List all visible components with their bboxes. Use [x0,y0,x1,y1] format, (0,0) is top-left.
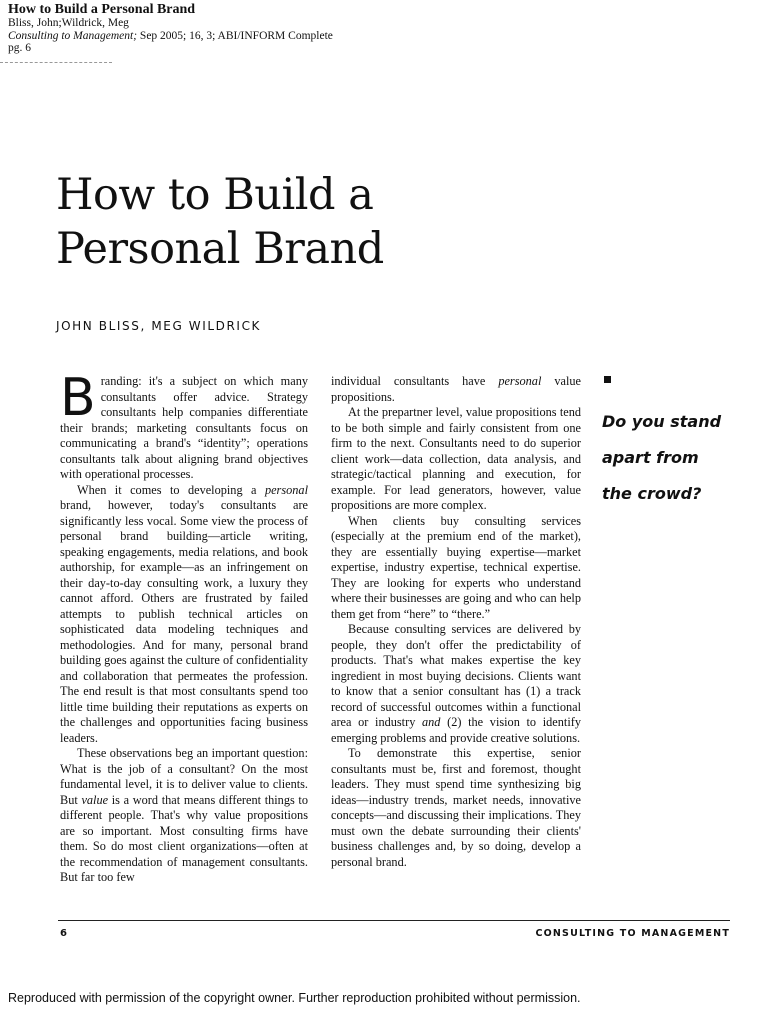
title-line-1: How to Build a [56,170,374,220]
drop-cap: B [60,368,96,428]
footer-rule [58,920,730,921]
article-column-1 [60,368,309,886]
article-column-2 [331,374,581,870]
pull-quote-line: Do you stand [602,412,722,431]
paragraph: These observations beg an important question: What is the job of a consultant? On the most fundamental level, it is to deliver value to clients. But value is a word that means different things to different people. That's why value propositions are so important. Most consulting firms have them. So do most client organizations—often at the recommendation of management consultants. But far too few [60,746,309,884]
source-citation [8,30,333,43]
title-line-2: Personal Brand [56,224,384,274]
journal-name: CONSULTING TO MANAGEMENT [535,928,730,939]
source-header [8,2,333,55]
source-details: Sep 2005; 16, 3; ABI/INFORM Complete [137,29,333,42]
source-page: pg. 6 [8,42,31,54]
pull-quote-line: the crowd? [602,484,702,503]
paragraph: individual consultants have personal value propositions. [331,374,581,404]
page-number: 6 [60,928,67,939]
paragraph: To demonstrate this expertise, senior consultants must be, first and foremost, thought leaders. They must spend time synthesizing big ideas—industry trends, market needs, innovative concepts—and discussing their implications. They must own the debate surrounding their clients' business challenges and, by so doing, develop a personal brand. [331,746,581,869]
header-divider [0,62,112,63]
paragraph: When clients buy consulting services (especially at the premium end of the market), they are essentially buying expertise—market expertise, industry expertise, technical expertise. They are looking for experts who understand where their businesses are going and who can help them get from “here” to “there.” [331,513,581,621]
article-title [56,168,384,276]
copyright-notice: Reproduced with permission of the copyright owner. Further reproduction prohibited without permission. [8,991,581,1005]
paragraph: At the prepartner level, value propositions tend to be both simple and fairly consistent from one firm to the next. Consultants need to do superior client work—data collection, data analysis, and strategic/tactical planning and execution, for example. For lead generators, however, value propositions are more complex. [331,405,581,512]
pull-quote-line: apart from [602,448,699,467]
byline: JOHN BLISS, MEG WILDRICK [56,319,262,333]
square-bullet-icon [604,376,611,383]
paragraph: When it comes to developing a personal brand, however, today's consultants are significantly less vocal. Some view the process of personal brand building—article writing, speaking engagements, media relations, and book authorship, for example—as an infringement on their day-to-day consulting work, a luxury they cannot afford. Others are frustrated by failed attempts to publish technical articles on sophisticated data modeling techniques and methodologies. And for many, personal brand building goes against the culture of confidentiality and collaboration that permeates the profession. The end result is that most consultants spend too little time building their reputations as experts on the challenges and opportunities facing business leaders. [60,482,308,745]
source-journal: Consulting to Management; [8,29,138,42]
paragraph: Because consulting services are delivered by people, they don't offer the predictability of products. That's what makes expertise the key ingredient in most buying decisions. Clients want to know that a senior consultant has (1) a track record of successful outcomes within a functional area or industry and (2) the vision to identify emerging problems and provide creative solutions. [331,622,581,745]
source-authors: Bliss, John;Wildrick, Meg [8,17,129,29]
paragraph: Branding: it's a subject on which many consultants offer advice. Strategy consultants help companies differentiate their brands; marketing consultants focus on communicating a brand's “identity”; operations consultants talk about aligning brand objectives with operational processes. [60,368,308,481]
source-title: How to Build a Personal Brand [8,2,196,17]
pull-quote [602,404,742,512]
